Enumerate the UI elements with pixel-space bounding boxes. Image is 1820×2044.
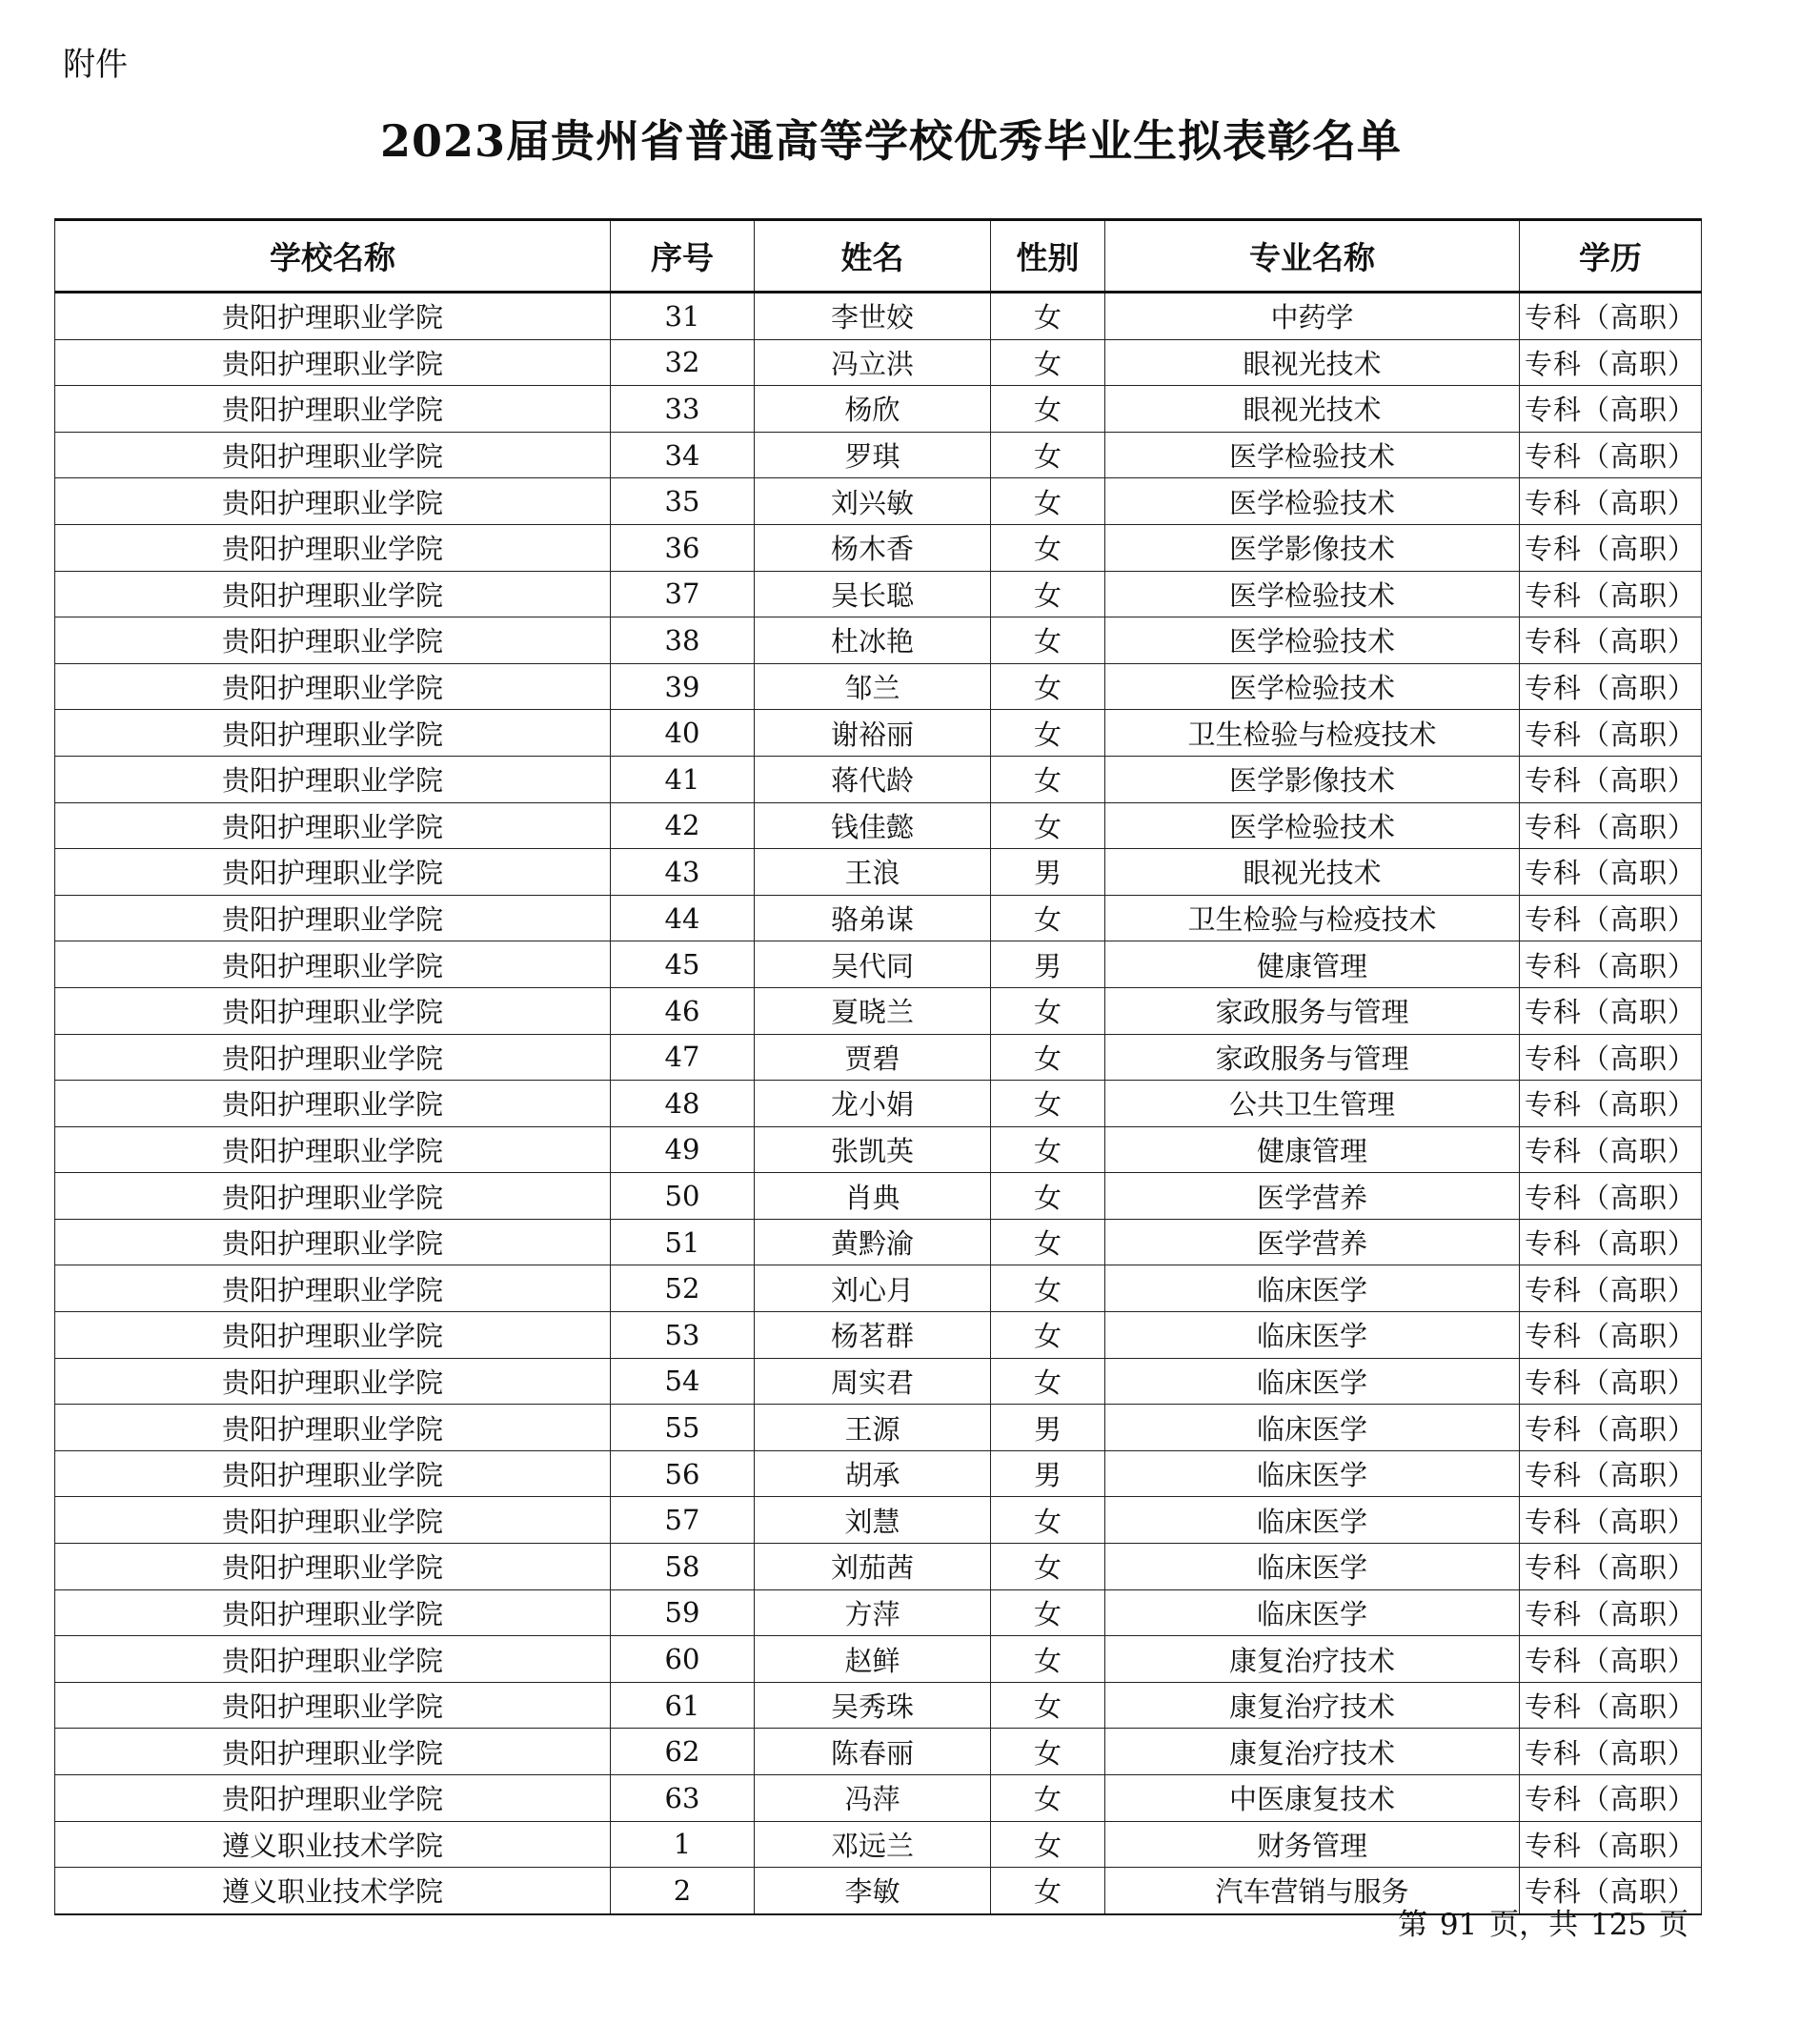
cell-major: 财务管理 (1105, 1821, 1520, 1868)
cell-name: 肖典 (755, 1173, 991, 1220)
table-row (55, 432, 1702, 478)
cell-gender: 女 (991, 1589, 1105, 1636)
cell-degree: 专科（高职） (1520, 710, 1702, 757)
cell-major: 临床医学 (1105, 1265, 1520, 1312)
cell-name: 冯立洪 (755, 339, 991, 386)
cell-degree: 专科（高职） (1520, 1126, 1702, 1173)
cell-gender: 女 (991, 1775, 1105, 1822)
cell-name: 方萍 (755, 1589, 991, 1636)
cell-name: 刘慧 (755, 1497, 991, 1544)
table-header (55, 220, 1702, 293)
cell-degree: 专科（高职） (1520, 1821, 1702, 1868)
cell-major: 医学检验技术 (1105, 571, 1520, 617)
cell-major: 中医康复技术 (1105, 1775, 1520, 1822)
cell-number: 39 (611, 663, 755, 710)
cell-degree: 专科（高职） (1520, 1405, 1702, 1451)
cell-name: 胡承 (755, 1450, 991, 1497)
cell-name: 杜冰艳 (755, 617, 991, 664)
cell-number: 57 (611, 1497, 755, 1544)
cell-number: 1 (611, 1821, 755, 1868)
table-row (55, 339, 1702, 386)
cell-degree: 专科（高职） (1520, 1173, 1702, 1220)
cell-major: 中药学 (1105, 293, 1520, 340)
cell-gender: 女 (991, 756, 1105, 802)
cell-gender: 女 (991, 710, 1105, 757)
cell-major: 汽车营销与服务 (1105, 1868, 1520, 1914)
table-row (55, 571, 1702, 617)
cell-name: 钱佳懿 (755, 802, 991, 849)
cell-major: 临床医学 (1105, 1589, 1520, 1636)
cell-degree: 专科（高职） (1520, 1775, 1702, 1822)
cell-name: 杨茗群 (755, 1312, 991, 1359)
cell-major: 医学检验技术 (1105, 617, 1520, 664)
cell-gender: 女 (991, 293, 1105, 340)
cell-degree: 专科（高职） (1520, 1636, 1702, 1683)
table-row (55, 1636, 1702, 1683)
cell-degree: 专科（高职） (1520, 571, 1702, 617)
table-row (55, 1405, 1702, 1451)
cell-gender: 女 (991, 1173, 1105, 1220)
cell-number: 56 (611, 1450, 755, 1497)
cell-gender: 女 (991, 1312, 1105, 1359)
cell-gender: 女 (991, 1868, 1105, 1914)
document-title: 2023届贵州省普通高等学校优秀毕业生拟表彰名单 (379, 115, 1403, 167)
table-row (55, 1126, 1702, 1173)
cell-number: 52 (611, 1265, 755, 1312)
cell-school: 贵阳护理职业学院 (55, 895, 611, 941)
cell-degree: 专科（高职） (1520, 1868, 1702, 1914)
cell-name: 王源 (755, 1405, 991, 1451)
cell-number: 32 (611, 339, 755, 386)
cell-name: 邹兰 (755, 663, 991, 710)
cell-gender: 女 (991, 1126, 1105, 1173)
cell-major: 康复治疗技术 (1105, 1729, 1520, 1775)
cell-number: 45 (611, 941, 755, 988)
cell-gender: 女 (991, 571, 1105, 617)
table-row (55, 895, 1702, 941)
cell-number: 40 (611, 710, 755, 757)
cell-major: 公共卫生管理 (1105, 1081, 1520, 1127)
cell-gender: 男 (991, 1450, 1105, 1497)
table-row (55, 941, 1702, 988)
cell-major: 健康管理 (1105, 941, 1520, 988)
cell-degree: 专科（高职） (1520, 1358, 1702, 1405)
cell-degree: 专科（高职） (1520, 478, 1702, 525)
cell-number: 34 (611, 432, 755, 478)
cell-degree: 专科（高职） (1520, 663, 1702, 710)
cell-school: 贵阳护理职业学院 (55, 756, 611, 802)
cell-number: 2 (611, 1868, 755, 1914)
cell-name: 刘茄茜 (755, 1544, 991, 1590)
cell-major: 医学影像技术 (1105, 756, 1520, 802)
cell-number: 54 (611, 1358, 755, 1405)
column-header-name: 姓名 (755, 220, 991, 293)
table-row (55, 386, 1702, 433)
cell-major: 临床医学 (1105, 1312, 1520, 1359)
cell-degree: 专科（高职） (1520, 432, 1702, 478)
table-row (55, 987, 1702, 1034)
cell-number: 47 (611, 1034, 755, 1081)
cell-degree: 专科（高职） (1520, 1034, 1702, 1081)
cell-degree: 专科（高职） (1520, 756, 1702, 802)
cell-number: 59 (611, 1589, 755, 1636)
cell-gender: 女 (991, 386, 1105, 433)
cell-major: 家政服务与管理 (1105, 1034, 1520, 1081)
cell-gender: 女 (991, 1729, 1105, 1775)
cell-number: 44 (611, 895, 755, 941)
cell-degree: 专科（高职） (1520, 386, 1702, 433)
cell-major: 眼视光技术 (1105, 849, 1520, 896)
cell-gender: 女 (991, 1358, 1105, 1405)
cell-school: 贵阳护理职业学院 (55, 1544, 611, 1590)
cell-gender: 男 (991, 849, 1105, 896)
cell-gender: 女 (991, 895, 1105, 941)
cell-degree: 专科（高职） (1520, 1497, 1702, 1544)
cell-major: 医学检验技术 (1105, 802, 1520, 849)
cell-major: 眼视光技术 (1105, 386, 1520, 433)
cell-major: 临床医学 (1105, 1497, 1520, 1544)
cell-gender: 女 (991, 1821, 1105, 1868)
cell-number: 58 (611, 1544, 755, 1590)
table-row (55, 663, 1702, 710)
cell-gender: 女 (991, 1265, 1105, 1312)
column-header-major: 专业名称 (1105, 220, 1520, 293)
cell-school: 贵阳护理职业学院 (55, 1265, 611, 1312)
cell-gender: 女 (991, 1219, 1105, 1265)
page-number: 第 91 页，共 125 页 (1397, 1908, 1689, 1942)
cell-name: 周实君 (755, 1358, 991, 1405)
cell-name: 骆弟谋 (755, 895, 991, 941)
cell-number: 61 (611, 1682, 755, 1729)
cell-name: 赵鲜 (755, 1636, 991, 1683)
table-row (55, 849, 1702, 896)
cell-degree: 专科（高职） (1520, 1312, 1702, 1359)
cell-name: 吴秀珠 (755, 1682, 991, 1729)
cell-degree: 专科（高职） (1520, 1219, 1702, 1265)
cell-name: 李世姣 (755, 293, 991, 340)
cell-gender: 女 (991, 1497, 1105, 1544)
cell-school: 遵义职业技术学院 (55, 1821, 611, 1868)
cell-number: 41 (611, 756, 755, 802)
cell-major: 健康管理 (1105, 1126, 1520, 1173)
cell-school: 贵阳护理职业学院 (55, 941, 611, 988)
cell-school: 贵阳护理职业学院 (55, 1405, 611, 1451)
cell-school: 贵阳护理职业学院 (55, 987, 611, 1034)
cell-gender: 女 (991, 1544, 1105, 1590)
cell-major: 临床医学 (1105, 1358, 1520, 1405)
cell-school: 贵阳护理职业学院 (55, 617, 611, 664)
cell-name: 吴代同 (755, 941, 991, 988)
cell-name: 夏晓兰 (755, 987, 991, 1034)
table-row (55, 524, 1702, 571)
cell-major: 医学影像技术 (1105, 524, 1520, 571)
cell-major: 医学检验技术 (1105, 432, 1520, 478)
cell-name: 黄黔渝 (755, 1219, 991, 1265)
cell-major: 医学检验技术 (1105, 478, 1520, 525)
table-row (55, 1589, 1702, 1636)
cell-name: 张凯英 (755, 1126, 991, 1173)
cell-name: 蒋代龄 (755, 756, 991, 802)
cell-degree: 专科（高职） (1520, 802, 1702, 849)
cell-school: 贵阳护理职业学院 (55, 1775, 611, 1822)
cell-school: 贵阳护理职业学院 (55, 1358, 611, 1405)
cell-number: 63 (611, 1775, 755, 1822)
cell-school: 贵阳护理职业学院 (55, 710, 611, 757)
cell-major: 康复治疗技术 (1105, 1682, 1520, 1729)
cell-school: 贵阳护理职业学院 (55, 1682, 611, 1729)
cell-degree: 专科（高职） (1520, 987, 1702, 1034)
cell-degree: 专科（高职） (1520, 895, 1702, 941)
cell-degree: 专科（高职） (1520, 293, 1702, 340)
cell-school: 贵阳护理职业学院 (55, 802, 611, 849)
column-header-school: 学校名称 (55, 220, 611, 293)
table-row (55, 478, 1702, 525)
table-row (55, 1265, 1702, 1312)
cell-school: 贵阳护理职业学院 (55, 1126, 611, 1173)
cell-major: 医学营养 (1105, 1219, 1520, 1265)
header-row (55, 220, 1702, 293)
cell-name: 贾碧 (755, 1034, 991, 1081)
cell-number: 60 (611, 1636, 755, 1683)
cell-degree: 专科（高职） (1520, 524, 1702, 571)
table-row (55, 802, 1702, 849)
cell-gender: 男 (991, 941, 1105, 988)
cell-degree: 专科（高职） (1520, 1081, 1702, 1127)
attachment-label: 附件 (63, 46, 128, 84)
cell-number: 48 (611, 1081, 755, 1127)
cell-major: 康复治疗技术 (1105, 1636, 1520, 1683)
cell-gender: 女 (991, 1682, 1105, 1729)
cell-major: 临床医学 (1105, 1405, 1520, 1451)
cell-school: 贵阳护理职业学院 (55, 293, 611, 340)
table-row (55, 1034, 1702, 1081)
cell-major: 卫生检验与检疫技术 (1105, 895, 1520, 941)
cell-school: 贵阳护理职业学院 (55, 1729, 611, 1775)
cell-gender: 女 (991, 1636, 1105, 1683)
table-row (55, 1821, 1702, 1868)
table-row (55, 1775, 1702, 1822)
cell-school: 贵阳护理职业学院 (55, 571, 611, 617)
cell-number: 36 (611, 524, 755, 571)
column-header-gender: 性别 (991, 220, 1105, 293)
cell-gender: 女 (991, 663, 1105, 710)
cell-name: 龙小娟 (755, 1081, 991, 1127)
cell-degree: 专科（高职） (1520, 1729, 1702, 1775)
cell-number: 33 (611, 386, 755, 433)
cell-number: 31 (611, 293, 755, 340)
cell-number: 43 (611, 849, 755, 896)
cell-major: 卫生检验与检疫技术 (1105, 710, 1520, 757)
cell-degree: 专科（高职） (1520, 1589, 1702, 1636)
cell-school: 贵阳护理职业学院 (55, 1589, 611, 1636)
cell-gender: 女 (991, 432, 1105, 478)
cell-number: 42 (611, 802, 755, 849)
cell-school: 贵阳护理职业学院 (55, 339, 611, 386)
column-header-number: 序号 (611, 220, 755, 293)
cell-degree: 专科（高职） (1520, 849, 1702, 896)
cell-school: 贵阳护理职业学院 (55, 849, 611, 896)
cell-major: 临床医学 (1105, 1544, 1520, 1590)
cell-name: 冯萍 (755, 1775, 991, 1822)
cell-major: 家政服务与管理 (1105, 987, 1520, 1034)
cell-degree: 专科（高职） (1520, 1682, 1702, 1729)
table-row (55, 1081, 1702, 1127)
cell-gender: 女 (991, 802, 1105, 849)
table-row (55, 710, 1702, 757)
cell-school: 贵阳护理职业学院 (55, 478, 611, 525)
cell-gender: 男 (991, 1405, 1105, 1451)
table-body (55, 293, 1702, 1914)
table-row (55, 1497, 1702, 1544)
table-row (55, 1358, 1702, 1405)
table-row (55, 756, 1702, 802)
table-row (55, 1682, 1702, 1729)
column-header-degree: 学历 (1520, 220, 1702, 293)
table-row (55, 1219, 1702, 1265)
cell-name: 邓远兰 (755, 1821, 991, 1868)
cell-school: 贵阳护理职业学院 (55, 663, 611, 710)
cell-name: 谢裕丽 (755, 710, 991, 757)
table-row (55, 293, 1702, 340)
cell-gender: 女 (991, 478, 1105, 525)
cell-school: 贵阳护理职业学院 (55, 1312, 611, 1359)
cell-name: 刘兴敏 (755, 478, 991, 525)
cell-school: 贵阳护理职业学院 (55, 432, 611, 478)
cell-school: 贵阳护理职业学院 (55, 1219, 611, 1265)
cell-number: 53 (611, 1312, 755, 1359)
cell-degree: 专科（高职） (1520, 1544, 1702, 1590)
cell-degree: 专科（高职） (1520, 339, 1702, 386)
cell-name: 吴长聪 (755, 571, 991, 617)
cell-degree: 专科（高职） (1520, 1265, 1702, 1312)
cell-number: 55 (611, 1405, 755, 1451)
table-row (55, 617, 1702, 664)
cell-number: 51 (611, 1219, 755, 1265)
cell-degree: 专科（高职） (1520, 941, 1702, 988)
cell-degree: 专科（高职） (1520, 617, 1702, 664)
cell-gender: 女 (991, 1081, 1105, 1127)
cell-name: 王浪 (755, 849, 991, 896)
cell-number: 38 (611, 617, 755, 664)
cell-school: 贵阳护理职业学院 (55, 386, 611, 433)
cell-school: 贵阳护理职业学院 (55, 1034, 611, 1081)
table-row (55, 1173, 1702, 1220)
graduate-roster-table (54, 218, 1702, 1915)
cell-number: 50 (611, 1173, 755, 1220)
cell-number: 37 (611, 571, 755, 617)
table-row (55, 1729, 1702, 1775)
cell-school: 遵义职业技术学院 (55, 1868, 611, 1914)
table-row (55, 1312, 1702, 1359)
table-row (55, 1450, 1702, 1497)
cell-name: 罗琪 (755, 432, 991, 478)
cell-degree: 专科（高职） (1520, 1450, 1702, 1497)
cell-name: 李敏 (755, 1868, 991, 1914)
cell-school: 贵阳护理职业学院 (55, 1636, 611, 1683)
cell-gender: 女 (991, 339, 1105, 386)
cell-name: 陈春丽 (755, 1729, 991, 1775)
cell-major: 医学营养 (1105, 1173, 1520, 1220)
cell-school: 贵阳护理职业学院 (55, 1450, 611, 1497)
cell-number: 62 (611, 1729, 755, 1775)
cell-gender: 女 (991, 617, 1105, 664)
cell-major: 临床医学 (1105, 1450, 1520, 1497)
cell-name: 刘心月 (755, 1265, 991, 1312)
cell-number: 49 (611, 1126, 755, 1173)
cell-school: 贵阳护理职业学院 (55, 524, 611, 571)
cell-major: 眼视光技术 (1105, 339, 1520, 386)
table-row (55, 1544, 1702, 1590)
cell-school: 贵阳护理职业学院 (55, 1497, 611, 1544)
cell-number: 35 (611, 478, 755, 525)
cell-school: 贵阳护理职业学院 (55, 1173, 611, 1220)
cell-name: 杨木香 (755, 524, 991, 571)
cell-gender: 女 (991, 987, 1105, 1034)
cell-name: 杨欣 (755, 386, 991, 433)
cell-school: 贵阳护理职业学院 (55, 1081, 611, 1127)
cell-major: 医学检验技术 (1105, 663, 1520, 710)
cell-number: 46 (611, 987, 755, 1034)
cell-gender: 女 (991, 1034, 1105, 1081)
cell-gender: 女 (991, 524, 1105, 571)
